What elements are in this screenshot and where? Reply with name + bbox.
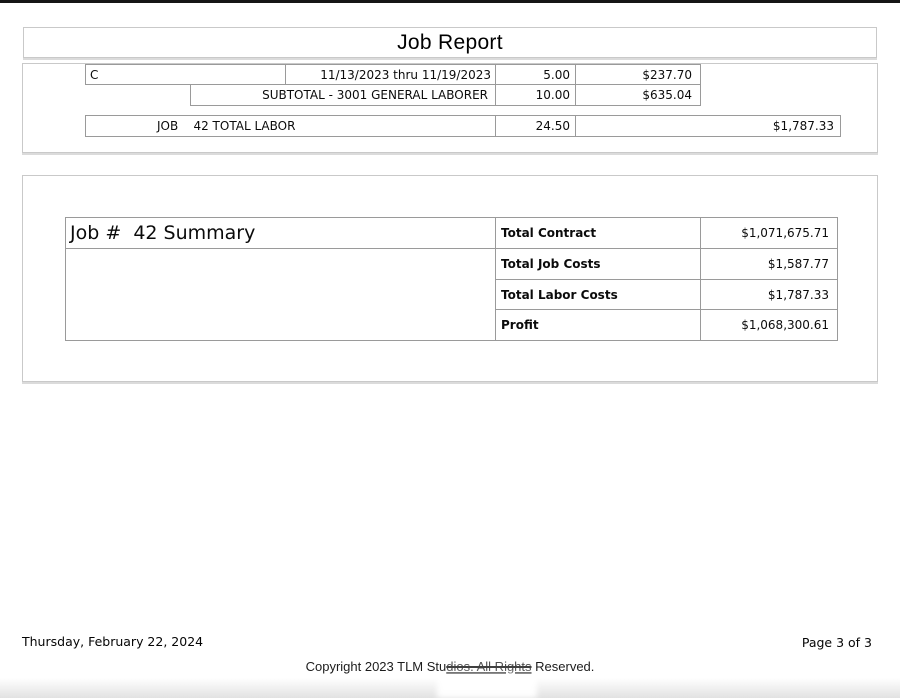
whiteout-smudge	[437, 674, 537, 698]
labor-cell-employee: C	[85, 64, 286, 85]
report-date: Thursday, February 22, 2024	[22, 634, 204, 649]
labor-cell-hours: 5.00	[495, 64, 576, 85]
copyright-line	[0, 659, 900, 674]
copyright-struck-text: dios. All Rights	[446, 659, 532, 674]
labor-cell-period: 11/13/2023 thru 11/19/2023	[285, 64, 496, 85]
job-total-hours: 24.50	[495, 115, 576, 137]
job-total-amount: $1,787.33	[575, 115, 841, 137]
copyright-suffix: Reserved.	[531, 659, 595, 674]
summary-empty-cell	[65, 248, 496, 341]
summary-value-total-labor-costs: $1,787.33	[700, 279, 838, 310]
subtotal-label: SUBTOTAL - 3001 GENERAL LABORER	[190, 84, 496, 106]
subtotal-amount: $635.04	[575, 84, 701, 106]
copyright-prefix: Copyright 2023 TLM Stu	[305, 659, 447, 674]
job-total-label: JOB 42 TOTAL LABOR	[85, 115, 496, 137]
page-title: Job Report	[397, 30, 503, 54]
report-title-box	[23, 27, 877, 58]
labor-cell-amount: $237.70	[575, 64, 701, 85]
summary-label-total-job-costs: Total Job Costs	[495, 248, 701, 280]
summary-value-total-job-costs: $1,587.77	[700, 248, 838, 280]
page-number: Page 3 of 3	[801, 635, 872, 650]
summary-value-profit: $1,068,300.61	[700, 309, 838, 341]
summary-label-total-labor-costs: Total Labor Costs	[495, 279, 701, 310]
summary-heading: Job # 42 Summary	[65, 217, 496, 249]
subtotal-hours: 10.00	[495, 84, 576, 106]
summary-value-total-contract: $1,071,675.71	[700, 217, 838, 249]
summary-label-total-contract: Total Contract	[495, 217, 701, 249]
window-top-edge	[0, 0, 900, 3]
summary-label-profit: Profit	[495, 309, 701, 341]
